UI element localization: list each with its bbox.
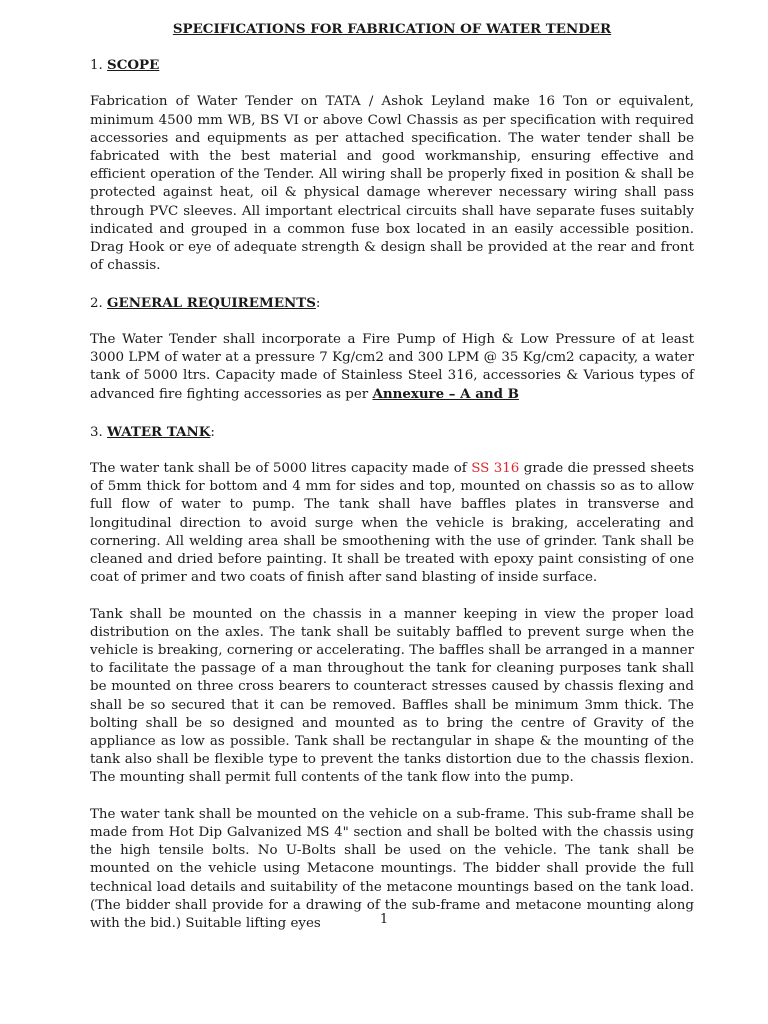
general-text: The Water Tender shall incorporate a Fire Pump of High & Low Pressure of at least 3000 LPM of water at a pressure 7 Kg/cm2 and 300 LPM @ 35 Kg/cm2 capacity, a water tank of 5000 ltrs. Capacity made of Stainless Steel 316, accessories & Various types of advanced fire fighting accessories as per: [90, 331, 694, 403]
tank-paragraph-1: [90, 460, 694, 587]
section-title: SCOPE: [107, 57, 160, 74]
section-number: 1.: [90, 58, 108, 74]
page-number: 1: [379, 912, 389, 927]
heading-colon: :: [315, 295, 321, 311]
section-title: WATER TANK: [107, 423, 211, 440]
section-heading-general: [90, 294, 694, 313]
document-body: [90, 20, 694, 951]
annexure-reference: Annexure – A and B: [372, 386, 519, 403]
general-paragraph: [90, 331, 694, 405]
scope-paragraph: Fabrication of Water Tender on TATA / Ashok Leyland make 16 Ton or equivalent, minimum 4500 mm WB, BS VI or above Cowl Chassis as per specification with required accessories and equipments as per attached specification. The water tender shall be fabricated with the best material and good workmanship, ensuring effective and efficient operation of the Tender. All wiring shall be properly fixed in position & shall be protected against heat, oil & physical damage wherever necessary wiring shall pass through PVC sleeves. All important electrical circuits shall have separate fuses suitably indicated and grouped in a common fuse box located in an easily accessible position. Drag Hook or eye of adequate strength & design shall be provided at the rear and front of chassis.: [90, 94, 694, 274]
section-heading-tank: [90, 423, 694, 442]
tank-paragraph-3: The water tank shall be mounted on the vehicle on a sub-frame. This sub-frame shall be made from Hot Dip Galvanized MS 4" section and shall be bolted with the chassis using the high tensile bolts. No U-Bolts shall be used on the vehicle. The tank shall be mounted on the vehicle using Metacone mountings. The bidder shall provide the full technical load details and suitability of the metacone mountings based on the tank load. (The bidder shall provide for a drawing of the sub-frame and metacone mounting along with the bid.) Suitable lifting eyes: [90, 806, 694, 932]
tank-text-after: grade die pressed sheets of 5mm thick for bottom and 4 mm for sides and top, mounted on chassis so as to allow full flow of water to pump. The tank shall have baffles plates in transverse and longitudinal direction to avoid surge when the vehicle is braking, accelerating and cornering. All welding area shall be smoothening with the use of grinder. Tank shall be cleaned and dried before painting. It shall be treated with epoxy paint consisting of one coat of primer and two coats of finish after sand blasting of inside surface.: [90, 461, 694, 586]
document-title: SPECIFICATIONS FOR FABRICATION OF WATER TENDER: [172, 21, 612, 37]
section-title: GENERAL REQUIREMENTS: [107, 294, 316, 311]
tank-paragraph-2: Tank shall be mounted on the chassis in a manner keeping in view the proper load distribution on the axles. The tank shall be suitably baffled to prevent surge when the vehicle is breaking, cornering or accelerating. The baffles shall be arranged in a manner to facilitate the passage of a man throughout the tank for cleaning purposes tank shall be mounted on three cross bearers to counteract stresses caused by chassis flexing and shall be so secured that it can be removed. Baffles shall be minimum 3mm thick. The bolting shall be so designed and mounted as to bring the centre of Gravity of the appliance as low as possible. Tank shall be rectangular in shape & the mounting of the tank also shall be flexible type to prevent the tanks distortion due to the chassis flexion. The mounting shall permit full contents of the tank flow into the pump.: [90, 606, 694, 786]
section-number: 3.: [90, 424, 108, 440]
heading-colon: :: [210, 424, 215, 440]
material-highlight: SS 316: [471, 461, 520, 477]
tank-text-before: The water tank shall be of 5000 litres capacity made of: [90, 461, 472, 477]
section-number: 2.: [90, 295, 108, 311]
section-heading-scope: [90, 56, 694, 75]
